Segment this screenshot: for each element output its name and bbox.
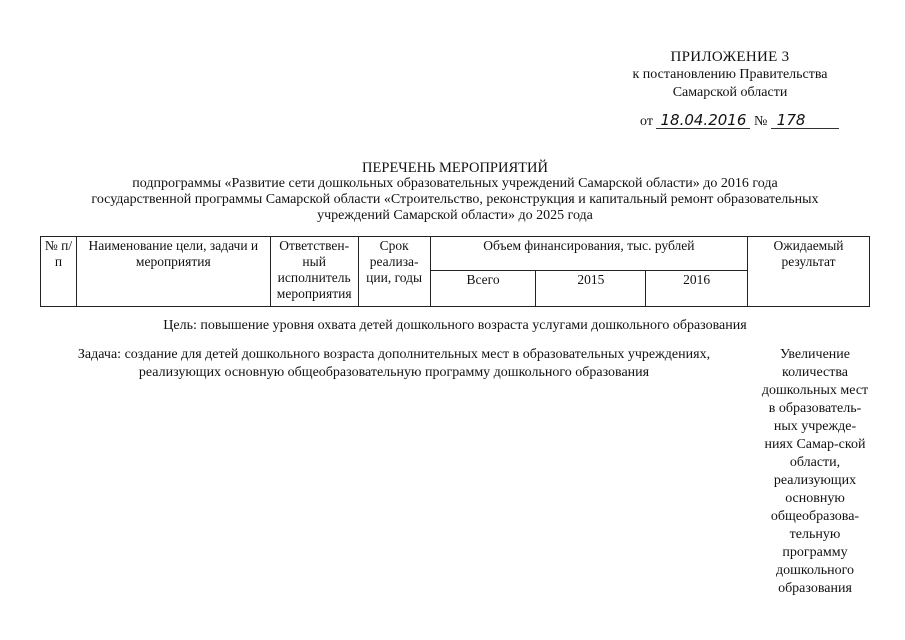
heading-line-3: учреждений Самарской области» до 2025 года bbox=[317, 208, 593, 223]
header-2015: 2015 bbox=[536, 271, 646, 307]
heading-line-2: государственной программы Самарской области «Строительство, реконструкция и капитальный ремонт образовательных bbox=[91, 192, 819, 207]
document-heading bbox=[40, 160, 870, 224]
heading-line-1: подпрограммы «Развитие сети дошкольных образовательных учреждений Самарской области» до 2016 года bbox=[132, 176, 778, 191]
expected-result: Увеличение количества дошкольных мест в образователь-ных учрежде-ниях Самар-ской области, реализующих основную общеобразова-тельную программу дошкольного образования bbox=[761, 347, 869, 596]
order-date: 18.04.2016 bbox=[656, 112, 750, 129]
header-2016: 2016 bbox=[646, 271, 748, 307]
header-total: Всего bbox=[430, 271, 536, 307]
appendix-line-2: Самарской области bbox=[672, 85, 788, 100]
goal-row: Цель: повышение уровня охвата детей дошкольного возраста услугами дошкольного образования bbox=[163, 318, 747, 333]
heading-title: ПЕРЕЧЕНЬ МЕРОПРИЯТИЙ bbox=[362, 160, 548, 176]
header-executor: Ответствен-ный исполнитель мероприятия bbox=[270, 237, 358, 307]
order-prefix: от bbox=[640, 114, 653, 129]
header-name: Наименование цели, задачи и мероприятия bbox=[76, 237, 270, 307]
order-reference bbox=[640, 112, 839, 130]
order-number-sign: № bbox=[753, 114, 768, 129]
task-row: Задача: создание для детей дошкольного возраста дополнительных мест в образовательных учреждениях, реализующих основную общеобразовательную программу дошкольного образования bbox=[77, 347, 711, 380]
order-number: 178 bbox=[771, 112, 839, 129]
header-funding: Объем финансирования, тыс. рублей bbox=[430, 237, 747, 271]
header-result: Ожидаемый результат bbox=[748, 237, 870, 307]
appendix-block bbox=[600, 48, 860, 102]
header-period: Срок реализа-ции, годы bbox=[358, 237, 430, 307]
appendix-line-1: к постановлению Правительства bbox=[632, 67, 828, 82]
activities-table-header bbox=[40, 236, 870, 307]
header-number: № п/п bbox=[41, 237, 77, 307]
appendix-title: ПРИЛОЖЕНИЕ 3 bbox=[670, 49, 790, 65]
